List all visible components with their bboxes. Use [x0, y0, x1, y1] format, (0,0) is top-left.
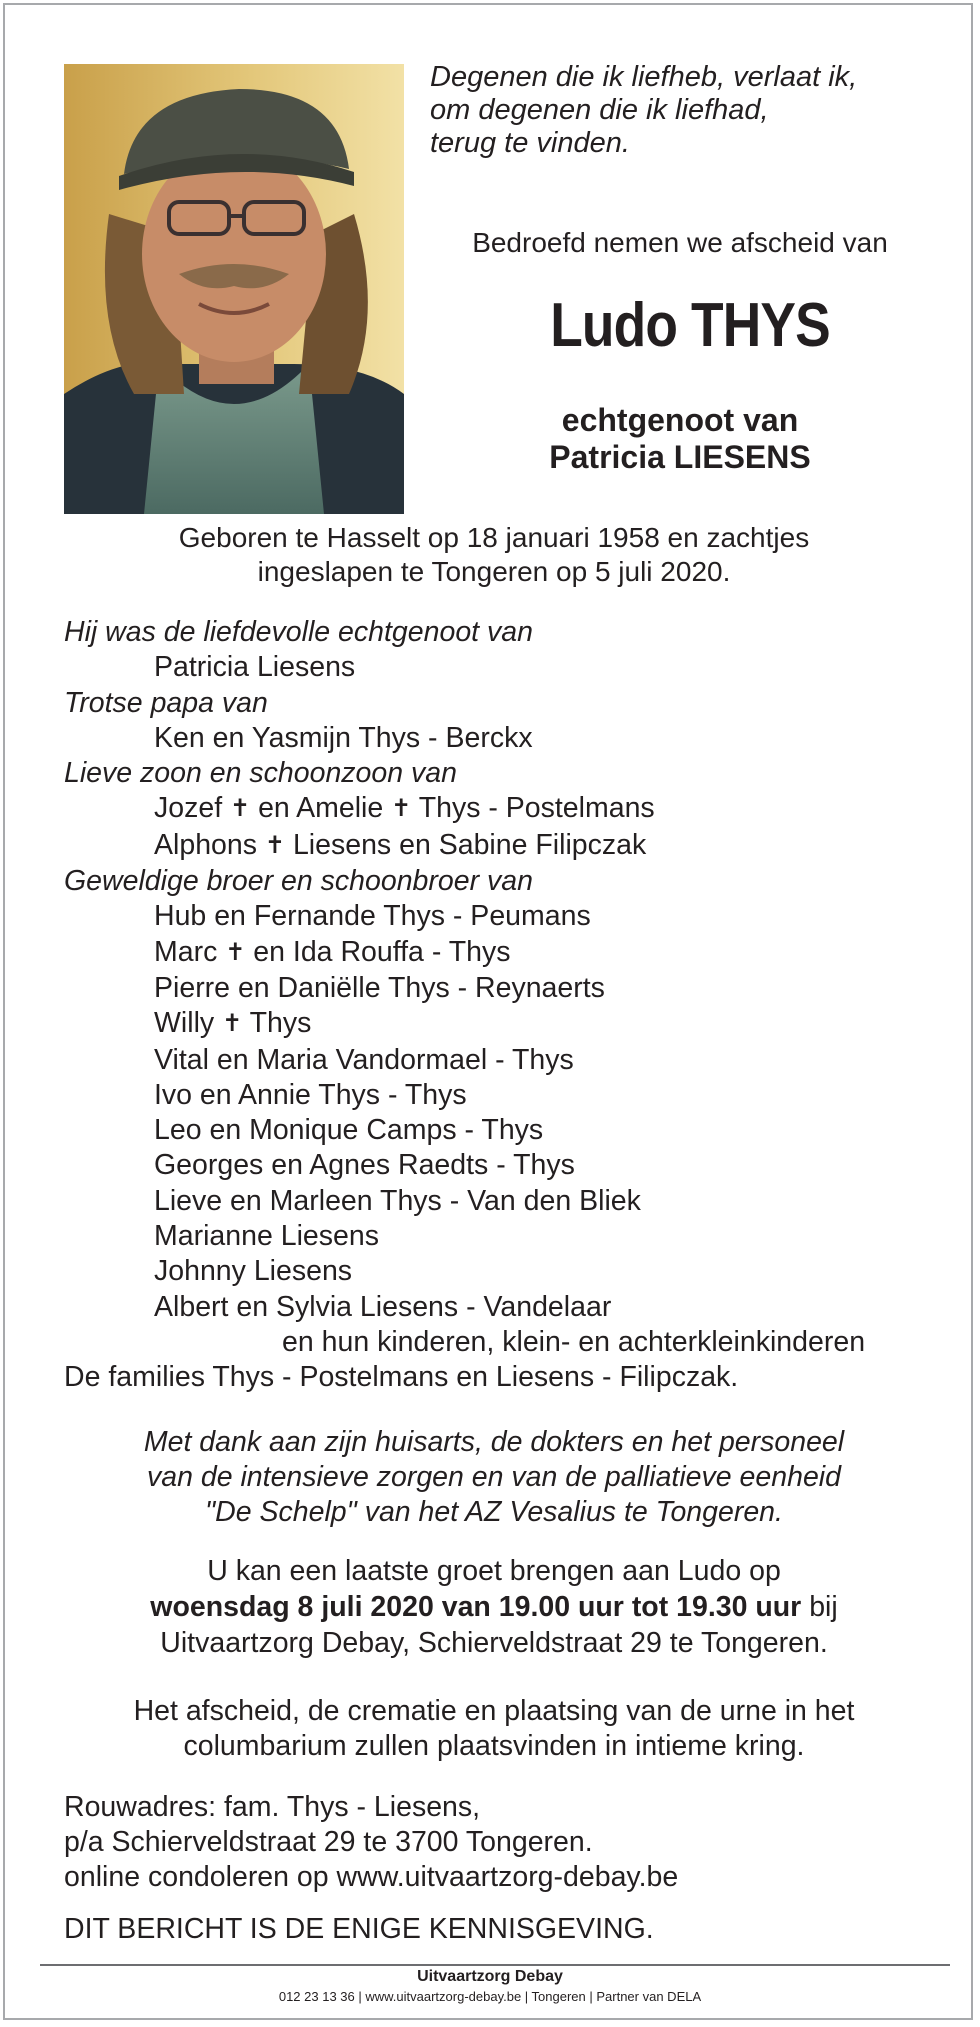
- visit-datetime: woensdag 8 juli 2020 van 19.00 uur tot 19.30 uur: [150, 1591, 802, 1623]
- thanks-text: [64, 1425, 924, 1530]
- thanks-line: van de intensieve zorgen en van de palliatieve eenheid: [146, 1461, 841, 1493]
- ceremony-line: Het afscheid, de crematie en plaatsing van de urne in het: [133, 1695, 855, 1727]
- member-name: Thys: [249, 1007, 312, 1040]
- member-name: en Ida Rouffa - Thys: [253, 935, 511, 968]
- family-heading: Hij was de liefdevolle echtgenoot van: [64, 616, 533, 648]
- portrait-illustration: [64, 64, 404, 514]
- family-member: [64, 935, 944, 971]
- family-member: [64, 1006, 944, 1042]
- cross-icon: ✝: [264, 831, 286, 859]
- member-name: Alphons: [154, 828, 257, 861]
- family-member: Pierre en Daniëlle Thys - Reynaerts: [154, 971, 605, 1004]
- family-heading: Trotse papa van: [64, 686, 268, 719]
- family-member: Ivo en Annie Thys - Thys: [154, 1078, 467, 1111]
- family-member: Ken en Yasmijn Thys - Berckx: [154, 721, 533, 754]
- family-member: Albert en Sylvia Liesens - Vandelaar: [154, 1290, 612, 1323]
- visit-datetime-line: [64, 1589, 924, 1625]
- born-line: ingeslapen te Tongeren op 5 juli 2020.: [257, 556, 731, 587]
- family-member: Lieve en Marleen Thys - Van den Bliek: [154, 1184, 641, 1217]
- spouse-label: echtgenoot van: [561, 402, 799, 438]
- ceremony-line: columbarium zullen plaatsvinden in intieme kring.: [183, 1730, 805, 1762]
- intro-text: Bedroefd nemen we afscheid van: [472, 227, 888, 258]
- poem-line: terug te vinden.: [430, 127, 630, 159]
- poem: [430, 61, 950, 160]
- address-line: Rouwadres: fam. Thys - Liesens,: [64, 1791, 481, 1823]
- only-notice: DIT BERICHT IS DE ENIGE KENNISGEVING.: [64, 1913, 654, 1945]
- member-name: Liesens en Sabine Filipczak: [292, 828, 647, 861]
- family-member: [64, 828, 944, 864]
- visit-line: Uitvaartzorg Debay, Schierveldstraat 29 te Tongeren.: [160, 1627, 828, 1659]
- poem-line: om degenen die ik liefhad,: [430, 94, 769, 126]
- family-member: Hub en Fernande Thys - Peumans: [154, 900, 591, 933]
- family-heading: Lieve zoon en schoonzoon van: [64, 757, 457, 790]
- family-member: Patricia Liesens: [154, 651, 356, 684]
- visit-line: U kan een laatste groet brengen aan Ludo op: [207, 1555, 781, 1587]
- thanks-line: "De Schelp" van het AZ Vesalius te Tongeren.: [205, 1496, 783, 1528]
- family-member: Marianne Liesens: [154, 1220, 379, 1253]
- cross-icon: ✝: [230, 795, 251, 823]
- portrait-photo: [64, 64, 404, 514]
- cross-icon: ✝: [225, 938, 246, 966]
- family-list: [64, 615, 944, 1396]
- condolence-link[interactable]: online condoleren op www.uitvaartzorg-debay.be: [64, 1861, 679, 1893]
- address-line: p/a Schierveldstraat 29 te 3700 Tongeren.: [64, 1826, 593, 1858]
- family-member: Vital en Maria Vandormael - Thys: [154, 1043, 574, 1076]
- family-member: Johnny Liesens: [154, 1255, 353, 1288]
- visitation-text: [64, 1553, 924, 1661]
- obituary-card: [3, 3, 973, 2020]
- families-line: De families Thys - Postelmans en Liesens - Filipczak.: [64, 1361, 739, 1394]
- member-name: Willy: [154, 1007, 215, 1040]
- footer-title: Uitvaartzorg Debay: [417, 1968, 563, 1985]
- mourning-address: [64, 1790, 944, 1895]
- member-name: Thys - Postelmans: [418, 792, 655, 825]
- poem-line: Degenen die ik liefheb, verlaat ik,: [430, 61, 858, 93]
- deceased-name: Ludo THYS: [550, 291, 830, 360]
- family-member: Georges en Agnes Raedts - Thys: [154, 1149, 575, 1182]
- visit-bij: bij: [801, 1591, 838, 1623]
- cross-icon: ✝: [222, 1010, 243, 1038]
- family-heading: Geweldige broer en schoonbroer van: [64, 865, 533, 898]
- grandchildren-line: en hun kinderen, klein- en achterkleinkinderen: [282, 1325, 866, 1358]
- spouse-name: Patricia LIESENS: [549, 439, 811, 475]
- member-name: Marc: [154, 935, 218, 968]
- footer-divider: [40, 1964, 950, 1966]
- family-member: Leo en Monique Camps - Thys: [154, 1114, 544, 1147]
- born-line: Geboren te Hasselt op 18 januari 1958 en zachtjes: [178, 522, 810, 553]
- member-name: en Amelie: [258, 792, 384, 825]
- member-name: Jozef: [154, 792, 223, 825]
- family-member: [64, 791, 944, 827]
- birth-death-text: [64, 521, 924, 589]
- ceremony-text: [64, 1694, 924, 1764]
- footer-contact: 012 23 13 36 | www.uitvaartzorg-debay.be | Tongeren | Partner van DELA: [278, 1989, 702, 2004]
- thanks-line: Met dank aan zijn huisarts, de dokters en het personeel: [143, 1426, 845, 1458]
- spouse-block: [415, 402, 945, 476]
- cross-icon: ✝: [391, 795, 412, 823]
